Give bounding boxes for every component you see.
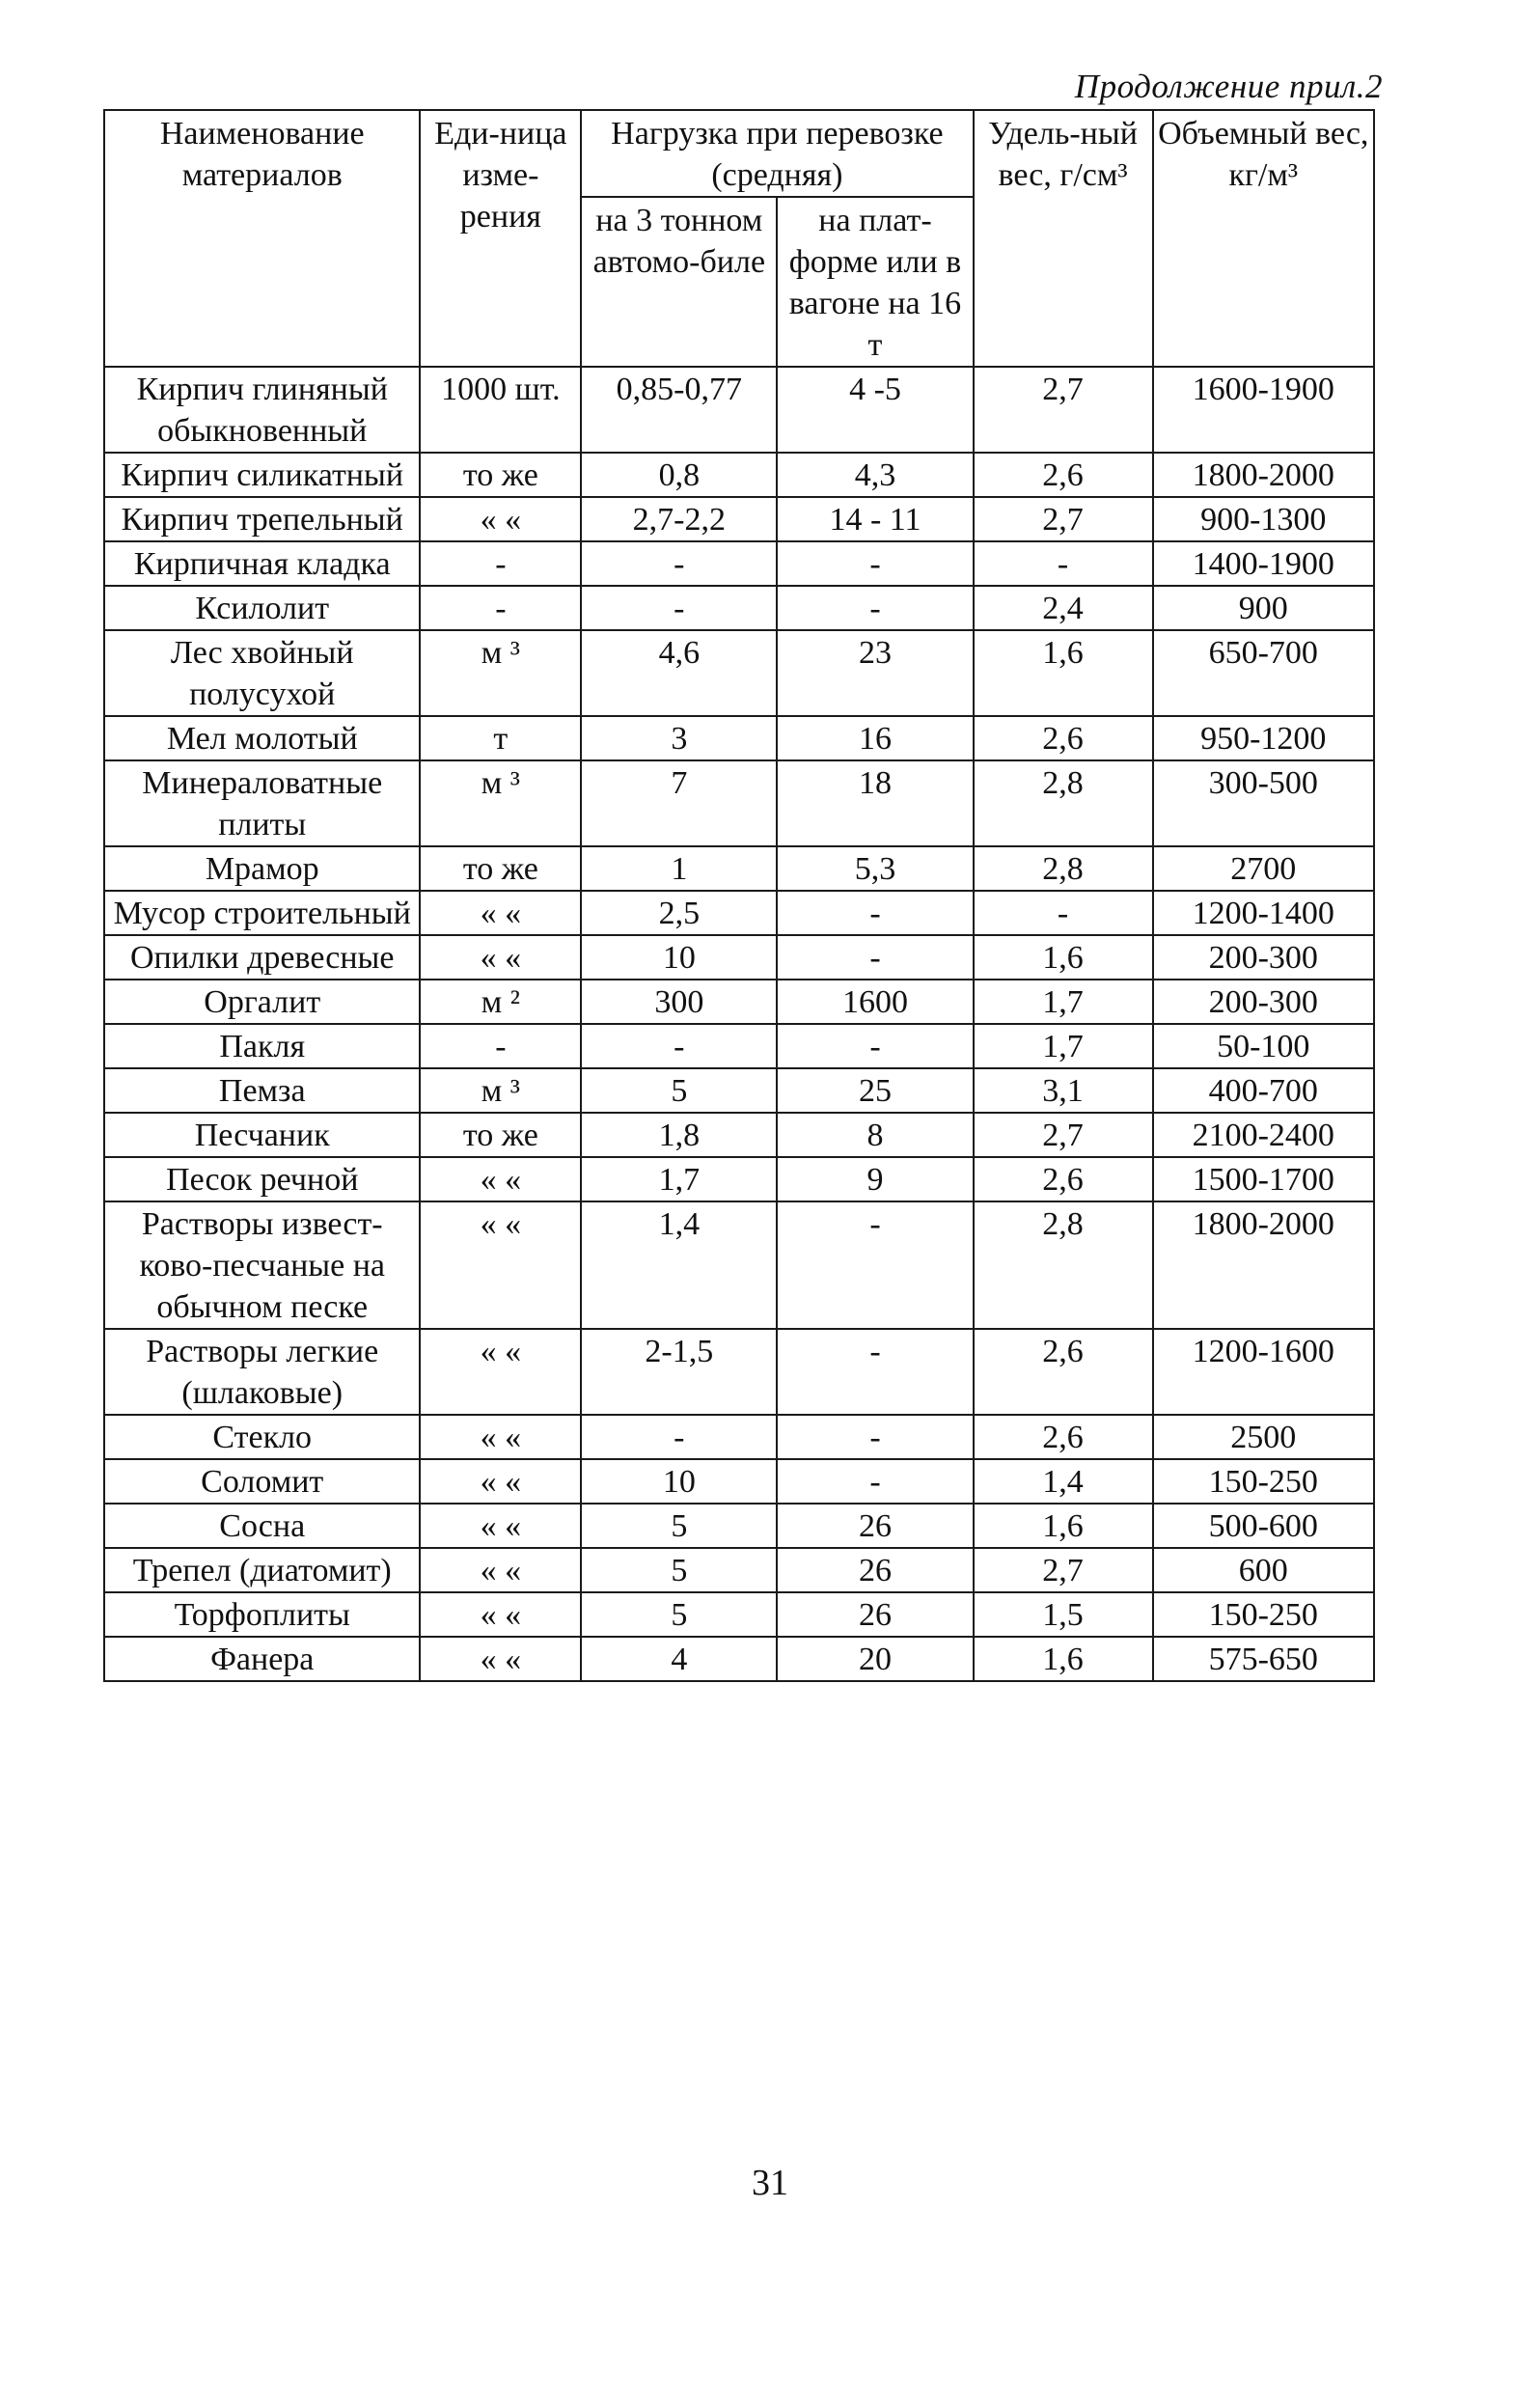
cell-load-platform: 26 <box>777 1504 973 1548</box>
materials-table <box>103 109 1375 1682</box>
table-row <box>104 935 1374 980</box>
table-row <box>104 716 1374 760</box>
cell-load-truck: 10 <box>581 1459 777 1504</box>
cell-load-platform: 9 <box>777 1157 973 1201</box>
header-volume-weight: Объемный вес, кг/м³ <box>1153 110 1374 367</box>
cell-volume-weight: 1200-1400 <box>1153 891 1374 935</box>
cell-volume-weight: 1800-2000 <box>1153 453 1374 497</box>
cell-specific-weight: 1,6 <box>974 935 1153 980</box>
table-body <box>104 367 1374 1681</box>
cell-volume-weight: 1500-1700 <box>1153 1157 1374 1201</box>
table-row <box>104 541 1374 586</box>
cell-load-truck: 2,7-2,2 <box>581 497 777 541</box>
table-row <box>104 453 1374 497</box>
table-row <box>104 1504 1374 1548</box>
cell-name: Фанера <box>104 1637 420 1681</box>
cell-name: Кирпичная кладка <box>104 541 420 586</box>
cell-unit: « « <box>420 1157 581 1201</box>
cell-specific-weight: 2,6 <box>974 453 1153 497</box>
cell-unit: - <box>420 1024 581 1068</box>
cell-unit: « « <box>420 891 581 935</box>
cell-load-truck: 1,8 <box>581 1113 777 1157</box>
cell-load-platform: 20 <box>777 1637 973 1681</box>
table-row <box>104 630 1374 716</box>
cell-unit: « « <box>420 1504 581 1548</box>
cell-name: Опилки древесные <box>104 935 420 980</box>
cell-specific-weight: 1,7 <box>974 980 1153 1024</box>
cell-name: Трепел (диатомит) <box>104 1548 420 1592</box>
cell-volume-weight: 150-250 <box>1153 1459 1374 1504</box>
cell-load-platform: 18 <box>777 760 973 846</box>
table-row <box>104 846 1374 891</box>
cell-specific-weight: 2,8 <box>974 846 1153 891</box>
cell-load-platform: - <box>777 935 973 980</box>
cell-unit: « « <box>420 1459 581 1504</box>
cell-name: Сосна <box>104 1504 420 1548</box>
cell-specific-weight: 2,6 <box>974 1157 1153 1201</box>
cell-load-truck: - <box>581 1415 777 1459</box>
page-number: 31 <box>752 2163 788 2203</box>
cell-load-truck: 2-1,5 <box>581 1329 777 1415</box>
cell-volume-weight: 1200-1600 <box>1153 1329 1374 1415</box>
cell-volume-weight: 500-600 <box>1153 1504 1374 1548</box>
cell-name: Кирпич силикатный <box>104 453 420 497</box>
cell-volume-weight: 950-1200 <box>1153 716 1374 760</box>
cell-unit: « « <box>420 1415 581 1459</box>
cell-load-truck: 4,6 <box>581 630 777 716</box>
cell-load-truck: 0,8 <box>581 453 777 497</box>
cell-volume-weight: 900-1300 <box>1153 497 1374 541</box>
cell-specific-weight: 1,4 <box>974 1459 1153 1504</box>
cell-volume-weight: 300-500 <box>1153 760 1374 846</box>
cell-specific-weight: 2,7 <box>974 367 1153 453</box>
cell-unit: 1000 шт. <box>420 367 581 453</box>
cell-load-platform: 5,3 <box>777 846 973 891</box>
cell-specific-weight: 2,4 <box>974 586 1153 630</box>
table-header <box>104 110 1374 367</box>
cell-volume-weight: 200-300 <box>1153 935 1374 980</box>
cell-name: Мусор строительный <box>104 891 420 935</box>
table-row <box>104 1459 1374 1504</box>
table-row <box>104 497 1374 541</box>
cell-load-truck: 300 <box>581 980 777 1024</box>
cell-volume-weight: 1600-1900 <box>1153 367 1374 453</box>
cell-specific-weight: - <box>974 891 1153 935</box>
table-row <box>104 1157 1374 1201</box>
cell-volume-weight: 1400-1900 <box>1153 541 1374 586</box>
cell-load-platform: 25 <box>777 1068 973 1113</box>
cell-load-platform: 16 <box>777 716 973 760</box>
cell-name: Ксилолит <box>104 586 420 630</box>
cell-volume-weight: 900 <box>1153 586 1374 630</box>
table-row <box>104 586 1374 630</box>
cell-load-truck: 5 <box>581 1548 777 1592</box>
cell-specific-weight: 2,8 <box>974 760 1153 846</box>
cell-unit: « « <box>420 1637 581 1681</box>
cell-name: Пакля <box>104 1024 420 1068</box>
cell-name: Мел молотый <box>104 716 420 760</box>
cell-name: Оргалит <box>104 980 420 1024</box>
cell-load-platform: - <box>777 891 973 935</box>
cell-specific-weight: 2,7 <box>974 1548 1153 1592</box>
cell-load-truck: 5 <box>581 1068 777 1113</box>
table-row <box>104 1592 1374 1637</box>
cell-unit: « « <box>420 1548 581 1592</box>
table-row <box>104 1113 1374 1157</box>
cell-load-truck: 5 <box>581 1592 777 1637</box>
cell-specific-weight: 1,5 <box>974 1592 1153 1637</box>
cell-specific-weight: 2,6 <box>974 1415 1153 1459</box>
table-row <box>104 1068 1374 1113</box>
cell-unit: то же <box>420 1113 581 1157</box>
cell-unit: то же <box>420 846 581 891</box>
cell-volume-weight: 575-650 <box>1153 1637 1374 1681</box>
cell-unit: м ³ <box>420 760 581 846</box>
cell-specific-weight: 2,7 <box>974 497 1153 541</box>
cell-specific-weight: 1,6 <box>974 1637 1153 1681</box>
cell-unit: - <box>420 586 581 630</box>
continuation-caption: Продолжение прил.2 <box>1074 68 1383 105</box>
cell-name: Песчаник <box>104 1113 420 1157</box>
cell-load-truck: 4 <box>581 1637 777 1681</box>
cell-unit: « « <box>420 1201 581 1329</box>
table-row <box>104 760 1374 846</box>
cell-load-platform: 26 <box>777 1592 973 1637</box>
cell-volume-weight: 650-700 <box>1153 630 1374 716</box>
header-load-platform: на плат-форме или в вагоне на 16 т <box>777 197 973 367</box>
cell-load-platform: 14 - 11 <box>777 497 973 541</box>
cell-name: Растворы легкие (шлаковые) <box>104 1329 420 1415</box>
cell-unit: « « <box>420 935 581 980</box>
cell-specific-weight: 1,6 <box>974 630 1153 716</box>
cell-unit: то же <box>420 453 581 497</box>
cell-load-platform: - <box>777 1415 973 1459</box>
cell-load-platform: 26 <box>777 1548 973 1592</box>
header-load: Нагрузка при перевозке (средняя) <box>581 110 973 197</box>
cell-load-platform: - <box>777 1201 973 1329</box>
cell-unit: т <box>420 716 581 760</box>
cell-load-truck: - <box>581 1024 777 1068</box>
cell-load-platform: 8 <box>777 1113 973 1157</box>
cell-load-truck: - <box>581 541 777 586</box>
cell-unit: - <box>420 541 581 586</box>
cell-name: Соломит <box>104 1459 420 1504</box>
cell-load-platform: - <box>777 1024 973 1068</box>
cell-name: Песок речной <box>104 1157 420 1201</box>
cell-volume-weight: 600 <box>1153 1548 1374 1592</box>
cell-load-truck: 1 <box>581 846 777 891</box>
cell-specific-weight: 2,6 <box>974 1329 1153 1415</box>
table-row <box>104 1024 1374 1068</box>
table-row <box>104 980 1374 1024</box>
cell-load-truck: 10 <box>581 935 777 980</box>
cell-specific-weight: 1,6 <box>974 1504 1153 1548</box>
cell-load-truck: - <box>581 586 777 630</box>
cell-volume-weight: 1800-2000 <box>1153 1201 1374 1329</box>
cell-load-truck: 5 <box>581 1504 777 1548</box>
cell-specific-weight: 3,1 <box>974 1068 1153 1113</box>
cell-volume-weight: 400-700 <box>1153 1068 1374 1113</box>
cell-volume-weight: 200-300 <box>1153 980 1374 1024</box>
cell-name: Торфоплиты <box>104 1592 420 1637</box>
cell-unit: м ³ <box>420 1068 581 1113</box>
cell-load-platform: - <box>777 1459 973 1504</box>
cell-name: Лес хвойный полусухой <box>104 630 420 716</box>
table-row <box>104 1415 1374 1459</box>
cell-volume-weight: 2500 <box>1153 1415 1374 1459</box>
cell-load-truck: 0,85-0,77 <box>581 367 777 453</box>
cell-load-platform: 23 <box>777 630 973 716</box>
cell-load-truck: 3 <box>581 716 777 760</box>
cell-name: Мрамор <box>104 846 420 891</box>
cell-specific-weight: 1,7 <box>974 1024 1153 1068</box>
cell-volume-weight: 2100-2400 <box>1153 1113 1374 1157</box>
table-row <box>104 1201 1374 1329</box>
cell-name: Минераловатные плиты <box>104 760 420 846</box>
cell-load-truck: 1,4 <box>581 1201 777 1329</box>
header-unit: Еди-ница изме-рения <box>420 110 581 367</box>
cell-name: Растворы извест-ково-песчаные на обычном песке <box>104 1201 420 1329</box>
cell-name: Стекло <box>104 1415 420 1459</box>
cell-unit: « « <box>420 1329 581 1415</box>
cell-specific-weight: - <box>974 541 1153 586</box>
cell-load-platform: 1600 <box>777 980 973 1024</box>
table-row <box>104 1637 1374 1681</box>
cell-specific-weight: 2,6 <box>974 716 1153 760</box>
cell-load-platform: - <box>777 586 973 630</box>
header-name: Наименование материалов <box>104 110 420 367</box>
cell-volume-weight: 150-250 <box>1153 1592 1374 1637</box>
cell-name: Кирпич глиняный обыкновенный <box>104 367 420 453</box>
header-load-truck: на 3 тонном автомо-биле <box>581 197 777 367</box>
cell-volume-weight: 2700 <box>1153 846 1374 891</box>
cell-load-truck: 2,5 <box>581 891 777 935</box>
cell-specific-weight: 2,8 <box>974 1201 1153 1329</box>
cell-load-platform: 4,3 <box>777 453 973 497</box>
cell-unit: « « <box>420 1592 581 1637</box>
cell-load-platform: - <box>777 1329 973 1415</box>
cell-volume-weight: 50-100 <box>1153 1024 1374 1068</box>
cell-load-truck: 7 <box>581 760 777 846</box>
cell-name: Кирпич трепельный <box>104 497 420 541</box>
cell-load-truck: 1,7 <box>581 1157 777 1201</box>
header-specific-weight: Удель-ный вес, г/см³ <box>974 110 1153 367</box>
cell-unit: м ² <box>420 980 581 1024</box>
table-row <box>104 367 1374 453</box>
table-row <box>104 1548 1374 1592</box>
cell-specific-weight: 2,7 <box>974 1113 1153 1157</box>
cell-unit: м ³ <box>420 630 581 716</box>
cell-load-platform: - <box>777 541 973 586</box>
cell-name: Пемза <box>104 1068 420 1113</box>
table-row <box>104 1329 1374 1415</box>
cell-load-platform: 4 -5 <box>777 367 973 453</box>
cell-unit: « « <box>420 497 581 541</box>
table-row <box>104 891 1374 935</box>
